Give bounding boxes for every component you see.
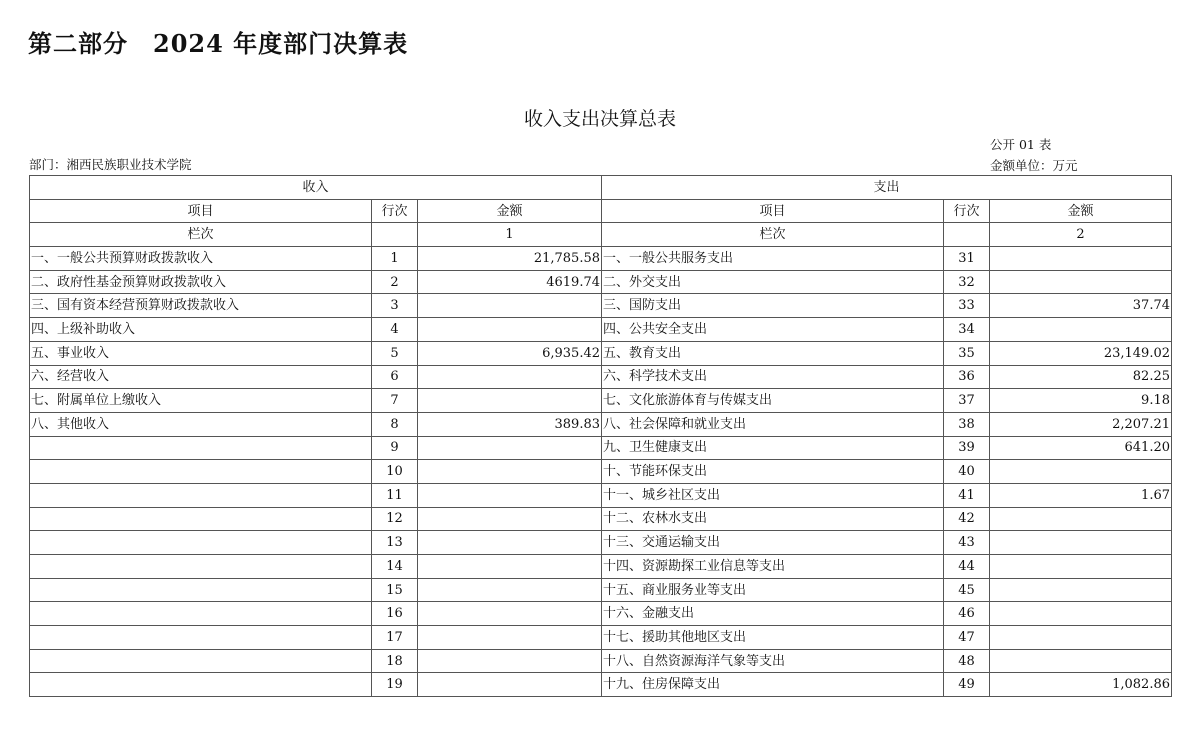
income-item-cell	[30, 460, 372, 484]
expense-amount-cell	[990, 531, 1172, 555]
income-col-blank	[372, 223, 418, 247]
expense-item-cell: 一、一般公共服务支出	[602, 247, 944, 271]
income-amount-cell	[418, 318, 602, 342]
table-row	[30, 578, 1172, 602]
income-rowno-cell: 4	[372, 318, 418, 342]
expense-item-cell: 十六、金融支出	[602, 602, 944, 626]
expense-item-cell: 五、教育支出	[602, 341, 944, 365]
expense-rowno-cell: 40	[944, 460, 990, 484]
income-amount-cell: 4619.74	[418, 270, 602, 294]
expense-rowno-cell: 47	[944, 626, 990, 650]
expense-rowno-cell: 44	[944, 555, 990, 579]
income-item-cell	[30, 483, 372, 507]
expense-amount-cell	[990, 460, 1172, 484]
expense-section-header: 支出	[602, 176, 1172, 200]
income-amount-cell	[418, 389, 602, 413]
table-row	[30, 460, 1172, 484]
income-item-cell	[30, 555, 372, 579]
income-rowno-cell: 18	[372, 649, 418, 673]
income-rowno-cell: 11	[372, 483, 418, 507]
table-meta	[990, 134, 1078, 176]
income-amount-cell	[418, 294, 602, 318]
form-number: 公开 01 表	[990, 137, 1052, 152]
income-rowno-cell: 17	[372, 626, 418, 650]
table-row	[30, 531, 1172, 555]
expense-item-cell: 七、文化旅游体育与传媒支出	[602, 389, 944, 413]
part-title: 第二部分 2024 年度部门决算表	[28, 29, 409, 58]
expense-rowno-cell: 43	[944, 531, 990, 555]
expense-amount-cell	[990, 602, 1172, 626]
expense-amount-cell	[990, 578, 1172, 602]
income-item-cell: 六、经营收入	[30, 365, 372, 389]
expense-item-cell: 十九、住房保障支出	[602, 673, 944, 697]
income-rowno-cell: 15	[372, 578, 418, 602]
income-amount-cell: 389.83	[418, 412, 602, 436]
expense-rowno-cell: 31	[944, 247, 990, 271]
expense-item-cell: 十七、援助其他地区支出	[602, 626, 944, 650]
expense-rowno-cell: 32	[944, 270, 990, 294]
income-item-cell: 五、事业收入	[30, 341, 372, 365]
table-row	[30, 649, 1172, 673]
expense-item-cell: 十八、自然资源海洋气象等支出	[602, 649, 944, 673]
expense-rowno-cell: 41	[944, 483, 990, 507]
expense-rowno-cell: 39	[944, 436, 990, 460]
expense-col-label: 栏次	[602, 223, 944, 247]
expense-item-cell: 八、社会保障和就业支出	[602, 412, 944, 436]
income-rowno-cell: 16	[372, 602, 418, 626]
income-amount-cell	[418, 531, 602, 555]
income-amount-header: 金额	[418, 199, 602, 223]
expense-col-number: 2	[990, 223, 1172, 247]
table-row	[30, 483, 1172, 507]
table-row	[30, 341, 1172, 365]
expense-amount-cell: 37.74	[990, 294, 1172, 318]
header-row-colno	[30, 223, 1172, 247]
expense-rowno-cell: 48	[944, 649, 990, 673]
income-amount-cell: 6,935.42	[418, 341, 602, 365]
income-item-cell	[30, 602, 372, 626]
expense-amount-cell: 82.25	[990, 365, 1172, 389]
expense-rowno-cell: 49	[944, 673, 990, 697]
table-row	[30, 318, 1172, 342]
table-row	[30, 555, 1172, 579]
income-amount-cell	[418, 436, 602, 460]
expense-amount-cell: 1.67	[990, 483, 1172, 507]
income-item-header: 项目	[30, 199, 372, 223]
expense-rowno-cell: 38	[944, 412, 990, 436]
table-row	[30, 507, 1172, 531]
expense-amount-cell: 23,149.02	[990, 341, 1172, 365]
income-rowno-cell: 14	[372, 555, 418, 579]
income-item-cell: 二、政府性基金预算财政拨款收入	[30, 270, 372, 294]
table-row	[30, 389, 1172, 413]
expense-amount-cell	[990, 507, 1172, 531]
income-rowno-cell: 6	[372, 365, 418, 389]
expense-item-cell: 四、公共安全支出	[602, 318, 944, 342]
table-body	[30, 247, 1172, 697]
income-expense-table	[29, 175, 1172, 697]
income-item-cell: 三、国有资本经营预算财政拨款收入	[30, 294, 372, 318]
table-row	[30, 270, 1172, 294]
expense-amount-cell	[990, 649, 1172, 673]
income-item-cell	[30, 507, 372, 531]
income-rowno-cell: 1	[372, 247, 418, 271]
expense-rowno-cell: 45	[944, 578, 990, 602]
header-row-columns	[30, 199, 1172, 223]
income-rowno-cell: 13	[372, 531, 418, 555]
table-row	[30, 412, 1172, 436]
table-row	[30, 247, 1172, 271]
table-row	[30, 673, 1172, 697]
income-item-cell: 八、其他收入	[30, 412, 372, 436]
income-item-cell	[30, 673, 372, 697]
income-col-number: 1	[418, 223, 602, 247]
expense-rowno-cell: 42	[944, 507, 990, 531]
income-item-cell	[30, 578, 372, 602]
expense-item-cell: 三、国防支出	[602, 294, 944, 318]
income-rowno-cell: 3	[372, 294, 418, 318]
expense-rowno-cell: 34	[944, 318, 990, 342]
amount-unit: 金额单位：万元	[990, 158, 1078, 173]
table-title: 收入支出决算总表	[523, 108, 676, 130]
income-rowno-cell: 2	[372, 270, 418, 294]
expense-amount-cell	[990, 555, 1172, 579]
income-amount-cell	[418, 483, 602, 507]
income-rowno-cell: 8	[372, 412, 418, 436]
income-amount-cell	[418, 649, 602, 673]
table-row	[30, 626, 1172, 650]
income-amount-cell	[418, 602, 602, 626]
expense-item-cell: 二、外交支出	[602, 270, 944, 294]
income-rowno-cell: 9	[372, 436, 418, 460]
income-rowno-cell: 5	[372, 341, 418, 365]
department-label: 部门：湘西民族职业技术学院	[29, 157, 192, 172]
income-item-cell	[30, 436, 372, 460]
income-amount-cell	[418, 460, 602, 484]
expense-amount-cell	[990, 270, 1172, 294]
income-amount-cell	[418, 365, 602, 389]
expense-amount-cell: 9.18	[990, 389, 1172, 413]
expense-item-cell: 十五、商业服务业等支出	[602, 578, 944, 602]
expense-item-cell: 十一、城乡社区支出	[602, 483, 944, 507]
expense-amount-cell: 1,082.86	[990, 673, 1172, 697]
income-item-cell	[30, 626, 372, 650]
expense-item-cell: 十四、资源勘探工业信息等支出	[602, 555, 944, 579]
expense-item-cell: 九、卫生健康支出	[602, 436, 944, 460]
expense-rowno-cell: 46	[944, 602, 990, 626]
income-item-cell: 一、一般公共预算财政拨款收入	[30, 247, 372, 271]
header-row-sections	[30, 176, 1172, 200]
income-item-cell: 四、上级补助收入	[30, 318, 372, 342]
expense-amount-cell	[990, 626, 1172, 650]
income-amount-cell	[418, 507, 602, 531]
income-item-cell	[30, 649, 372, 673]
expense-rowno-header: 行次	[944, 199, 990, 223]
income-item-cell: 七、附属单位上缴收入	[30, 389, 372, 413]
table-row	[30, 294, 1172, 318]
income-amount-cell	[418, 555, 602, 579]
table-row	[30, 436, 1172, 460]
expense-item-cell: 十、节能环保支出	[602, 460, 944, 484]
income-item-cell	[30, 531, 372, 555]
income-amount-cell	[418, 626, 602, 650]
expense-rowno-cell: 36	[944, 365, 990, 389]
expense-item-cell: 十二、农林水支出	[602, 507, 944, 531]
table-row	[30, 602, 1172, 626]
income-rowno-cell: 12	[372, 507, 418, 531]
expense-rowno-cell: 33	[944, 294, 990, 318]
expense-item-cell: 六、科学技术支出	[602, 365, 944, 389]
expense-amount-cell	[990, 318, 1172, 342]
expense-amount-cell	[990, 247, 1172, 271]
income-rowno-cell: 7	[372, 389, 418, 413]
income-col-label: 栏次	[30, 223, 372, 247]
income-amount-cell	[418, 578, 602, 602]
expense-amount-cell: 2,207.21	[990, 412, 1172, 436]
income-rowno-header: 行次	[372, 199, 418, 223]
income-rowno-cell: 10	[372, 460, 418, 484]
table-row	[30, 365, 1172, 389]
income-amount-cell	[418, 673, 602, 697]
expense-item-cell: 十三、交通运输支出	[602, 531, 944, 555]
expense-rowno-cell: 35	[944, 341, 990, 365]
expense-amount-header: 金额	[990, 199, 1172, 223]
income-amount-cell: 21,785.58	[418, 247, 602, 271]
expense-item-header: 项目	[602, 199, 944, 223]
income-rowno-cell: 19	[372, 673, 418, 697]
income-section-header: 收入	[30, 176, 602, 200]
expense-col-blank	[944, 223, 990, 247]
expense-amount-cell: 641.20	[990, 436, 1172, 460]
expense-rowno-cell: 37	[944, 389, 990, 413]
